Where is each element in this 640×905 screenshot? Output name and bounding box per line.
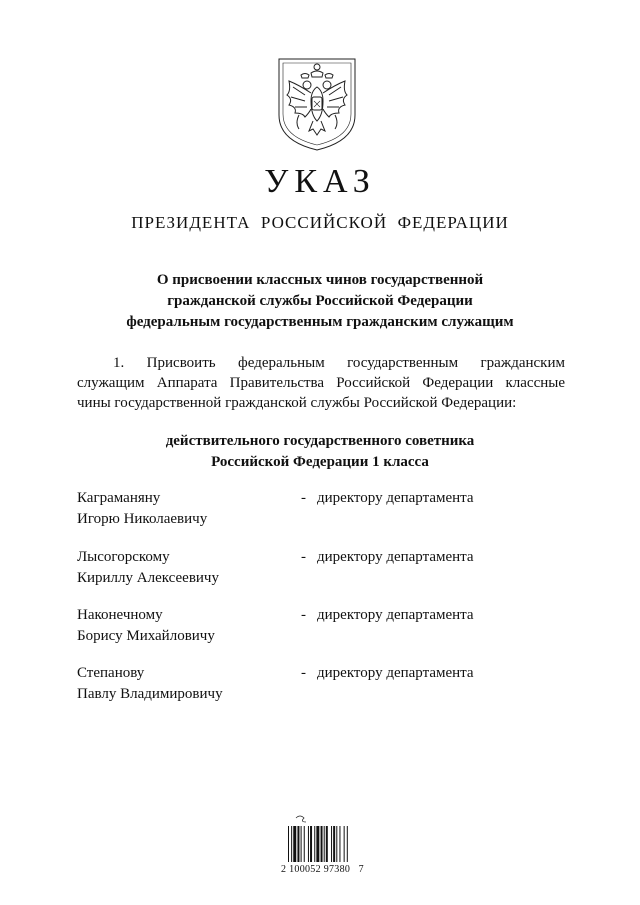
person-position: директору департамента [317, 490, 474, 506]
heading-line: О присвоении классных чинов государственной [156, 272, 484, 288]
rank-heading [60, 431, 580, 473]
person-given-name: Игорю Николаевичу [77, 511, 208, 527]
person-name [77, 488, 297, 530]
paragraph-line: чины государственной гражданской службы Российской Федерации: [77, 395, 517, 411]
heading-line: федеральным государственным гражданским служащим [126, 314, 514, 330]
person-given-name: Кириллу Алексеевичу [77, 570, 219, 586]
paragraph-line: служащим Аппарата Правительства Российской Федерации классные [77, 375, 565, 391]
person-given-name: Борису Михайловичу [77, 628, 215, 644]
separator-dash: - [301, 607, 306, 623]
decree-paragraph [77, 353, 565, 413]
person-surname: Наконечному [77, 607, 163, 623]
person-position: директору департамента [317, 549, 474, 565]
person-surname: Лысогорскому [77, 549, 170, 565]
person-position: директору департамента [317, 607, 474, 623]
person-name [77, 547, 297, 589]
rank-line: Российской Федерации 1 класса [211, 454, 429, 470]
person-surname: Степанову [77, 665, 145, 681]
paragraph-line: 1. Присвоить федеральным государственным гражданским [113, 355, 565, 371]
person-name [77, 663, 297, 705]
person-surname: Каграманяну [77, 490, 161, 506]
separator-dash: - [301, 490, 306, 506]
person-given-name: Павлу Владимировичу [77, 686, 223, 702]
separator-dash: - [301, 665, 306, 681]
document-heading [60, 270, 580, 333]
document-title: УКАЗ [264, 163, 376, 200]
separator-dash: - [301, 549, 306, 565]
barcode-number: 2 100052 97380 7 [281, 864, 364, 875]
person-name [77, 605, 297, 647]
russian-coat-of-arms-icon [275, 55, 359, 153]
rank-line: действительного государственного советника [165, 433, 475, 449]
heading-line: гражданской службы Российской Федерации [167, 293, 473, 309]
document-subtitle: ПРЕЗИДЕНТА РОССИЙСКОЙ ФЕДЕРАЦИИ [131, 213, 509, 232]
person-position: директору департамента [317, 665, 474, 681]
barcode-icon [284, 812, 374, 872]
